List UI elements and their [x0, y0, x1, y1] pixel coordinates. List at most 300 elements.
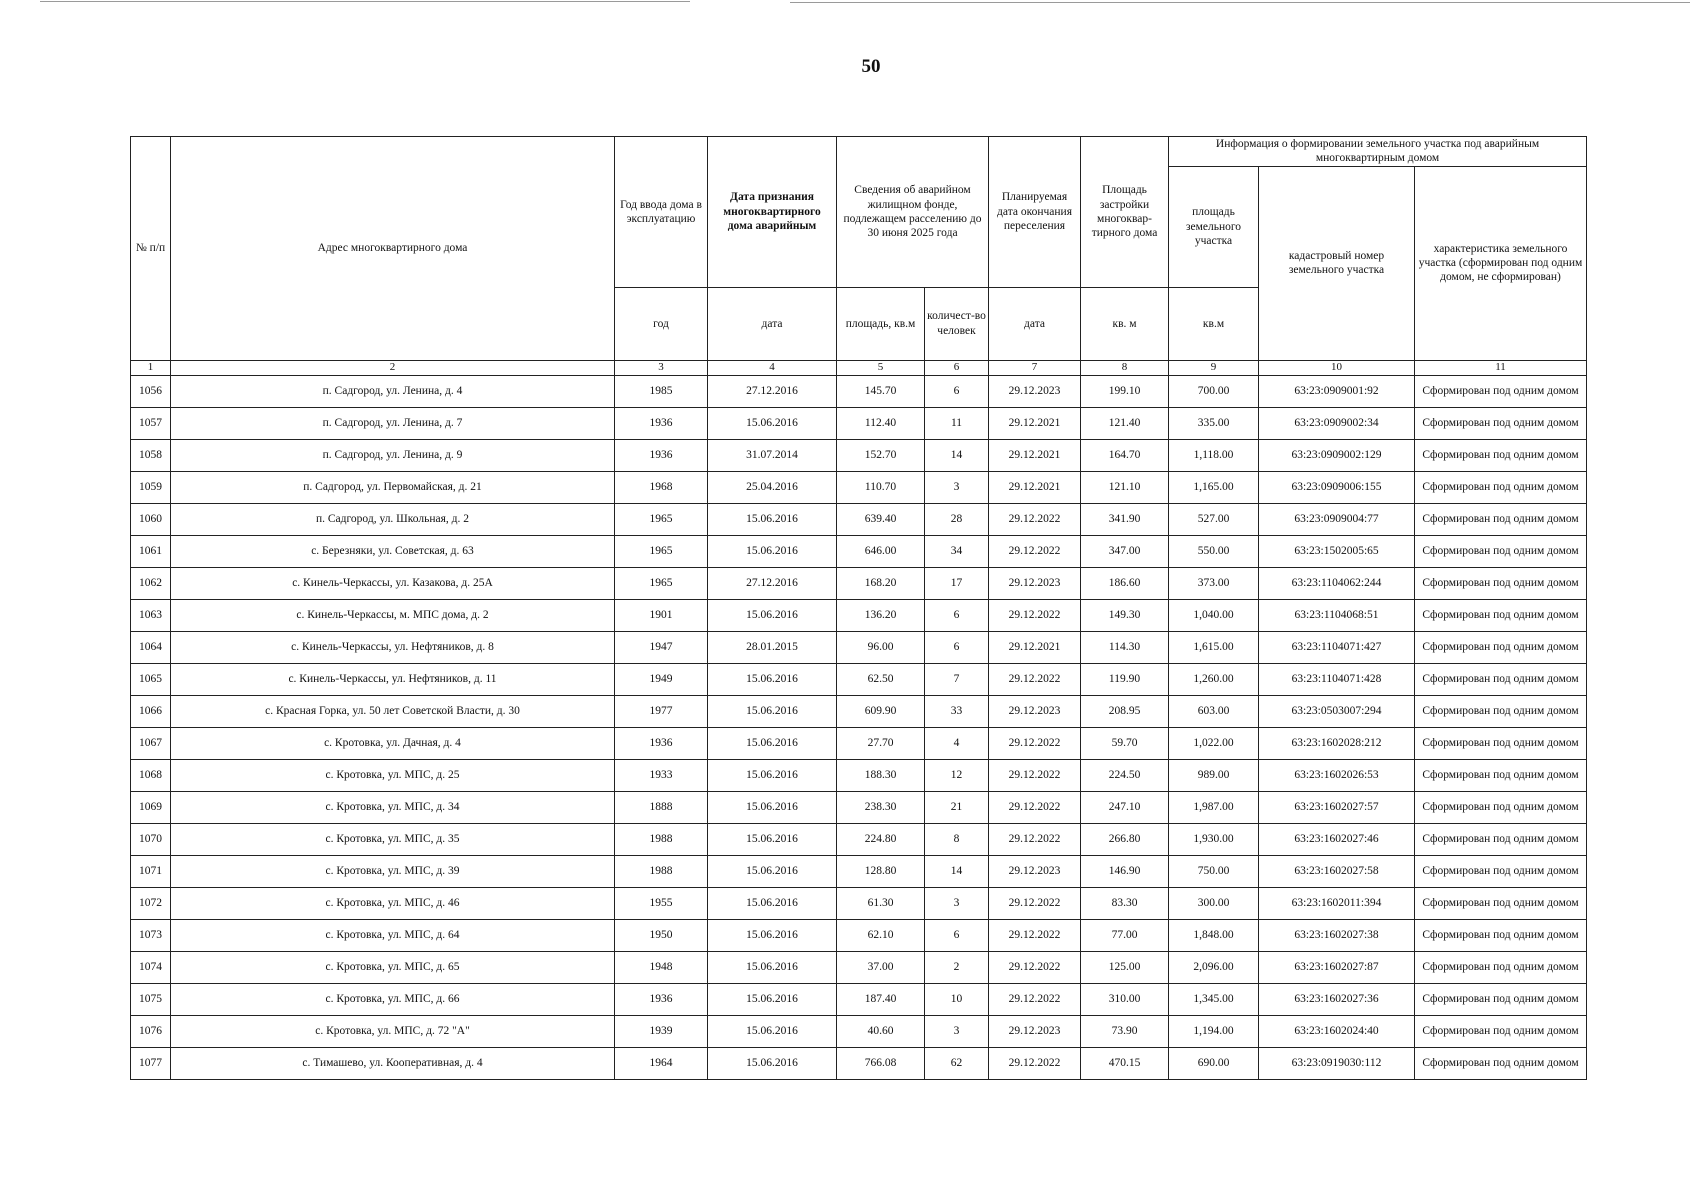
emergency-area-cell: 128.80	[837, 855, 925, 887]
cadastral-number-cell: 63:23:0503007:294	[1259, 695, 1415, 727]
people-count-cell: 14	[925, 855, 989, 887]
table-row	[131, 759, 1587, 791]
building-area-cell: 208.95	[1081, 695, 1169, 727]
year-built-cell: 1968	[615, 471, 708, 503]
people-count-cell: 2	[925, 951, 989, 983]
resettlement-date-cell: 29.12.2022	[989, 599, 1081, 631]
address-cell: п. Садгород, ул. Первомайская, д. 21	[171, 471, 615, 503]
resettlement-date-cell: 29.12.2021	[989, 439, 1081, 471]
people-count-cell: 14	[925, 439, 989, 471]
row-number: 1069	[131, 791, 171, 823]
unit-year: год	[615, 287, 708, 360]
cadastral-number-cell: 63:23:1602027:36	[1259, 983, 1415, 1015]
cadastral-number-cell: 63:23:1104068:51	[1259, 599, 1415, 631]
building-area-cell: 347.00	[1081, 535, 1169, 567]
table-row	[131, 1015, 1587, 1047]
land-area-cell: 1,260.00	[1169, 663, 1259, 695]
land-area-cell: 2,096.00	[1169, 951, 1259, 983]
land-area-cell: 750.00	[1169, 855, 1259, 887]
column-number: 6	[925, 360, 989, 375]
address-cell: с. Красная Горка, ул. 50 лет Советской Власти, д. 30	[171, 695, 615, 727]
resettlement-date-cell: 29.12.2022	[989, 791, 1081, 823]
people-count-cell: 21	[925, 791, 989, 823]
row-number: 1060	[131, 503, 171, 535]
resettlement-date-cell: 29.12.2021	[989, 631, 1081, 663]
land-area-cell: 690.00	[1169, 1047, 1259, 1079]
column-number: 5	[837, 360, 925, 375]
cadastral-number-cell: 63:23:0909004:77	[1259, 503, 1415, 535]
header-address: Адрес многоквартирного дома	[171, 137, 615, 361]
land-area-cell: 1,022.00	[1169, 727, 1259, 759]
table-row	[131, 375, 1587, 407]
recognition-date-cell: 15.06.2016	[708, 1015, 837, 1047]
recognition-date-cell: 15.06.2016	[708, 791, 837, 823]
land-status-cell: Сформирован под одним домом	[1415, 887, 1587, 919]
cadastral-number-cell: 63:23:0909002:34	[1259, 407, 1415, 439]
year-built-cell: 1936	[615, 407, 708, 439]
resettlement-date-cell: 29.12.2023	[989, 567, 1081, 599]
emergency-area-cell: 766.08	[837, 1047, 925, 1079]
row-number: 1066	[131, 695, 171, 727]
recognition-date-cell: 15.06.2016	[708, 727, 837, 759]
land-area-cell: 373.00	[1169, 567, 1259, 599]
cadastral-number-cell: 63:23:0909002:129	[1259, 439, 1415, 471]
row-number: 1070	[131, 823, 171, 855]
recognition-date-cell: 28.01.2015	[708, 631, 837, 663]
land-status-cell: Сформирован под одним домом	[1415, 1015, 1587, 1047]
table-row	[131, 663, 1587, 695]
cadastral-number-cell: 63:23:1602028:212	[1259, 727, 1415, 759]
recognition-date-cell: 15.06.2016	[708, 759, 837, 791]
address-cell: с. Кротовка, ул. МПС, д. 25	[171, 759, 615, 791]
land-status-cell: Сформирован под одним домом	[1415, 695, 1587, 727]
row-number: 1065	[131, 663, 171, 695]
building-area-cell: 114.30	[1081, 631, 1169, 663]
year-built-cell: 1948	[615, 951, 708, 983]
building-area-cell: 59.70	[1081, 727, 1169, 759]
year-built-cell: 1888	[615, 791, 708, 823]
emergency-area-cell: 145.70	[837, 375, 925, 407]
address-cell: с. Кротовка, ул. МПС, д. 64	[171, 919, 615, 951]
address-cell: с. Тимашево, ул. Кооперативная, д. 4	[171, 1047, 615, 1079]
year-built-cell: 1964	[615, 1047, 708, 1079]
address-cell: с. Кинель-Черкассы, ул. Нефтяников, д. 11	[171, 663, 615, 695]
year-built-cell: 1985	[615, 375, 708, 407]
resettlement-date-cell: 29.12.2022	[989, 759, 1081, 791]
year-built-cell: 1988	[615, 823, 708, 855]
people-count-cell: 4	[925, 727, 989, 759]
recognition-date-cell: 15.06.2016	[708, 983, 837, 1015]
building-area-cell: 341.90	[1081, 503, 1169, 535]
column-number: 11	[1415, 360, 1587, 375]
header-recognition-date: Дата признания многоквартирного дома аварийным	[708, 137, 837, 288]
recognition-date-cell: 27.12.2016	[708, 375, 837, 407]
address-cell: п. Садгород, ул. Ленина, д. 7	[171, 407, 615, 439]
year-built-cell: 1936	[615, 727, 708, 759]
column-number: 4	[708, 360, 837, 375]
land-status-cell: Сформирован под одним домом	[1415, 503, 1587, 535]
cadastral-number-cell: 63:23:0909006:155	[1259, 471, 1415, 503]
table-row	[131, 887, 1587, 919]
table-row	[131, 855, 1587, 887]
recognition-date-cell: 15.06.2016	[708, 503, 837, 535]
column-number: 7	[989, 360, 1081, 375]
recognition-date-cell: 15.06.2016	[708, 599, 837, 631]
land-status-cell: Сформирован под одним домом	[1415, 535, 1587, 567]
recognition-date-cell: 31.07.2014	[708, 439, 837, 471]
land-status-cell: Сформирован под одним домом	[1415, 663, 1587, 695]
table-row	[131, 535, 1587, 567]
row-number: 1077	[131, 1047, 171, 1079]
header-cadastral: кадастровый номер земельного участка	[1259, 166, 1415, 360]
people-count-cell: 28	[925, 503, 989, 535]
address-cell: с. Кротовка, ул. МПС, д. 39	[171, 855, 615, 887]
address-cell: с. Кинель-Черкассы, ул. Нефтяников, д. 8	[171, 631, 615, 663]
land-status-cell: Сформирован под одним домом	[1415, 439, 1587, 471]
emergency-area-cell: 188.30	[837, 759, 925, 791]
land-area-cell: 550.00	[1169, 535, 1259, 567]
row-number: 1063	[131, 599, 171, 631]
building-area-cell: 310.00	[1081, 983, 1169, 1015]
building-area-cell: 121.40	[1081, 407, 1169, 439]
address-cell: п. Садгород, ул. Школьная, д. 2	[171, 503, 615, 535]
resettlement-date-cell: 29.12.2022	[989, 983, 1081, 1015]
cadastral-number-cell: 63:23:1104062:244	[1259, 567, 1415, 599]
emergency-area-cell: 96.00	[837, 631, 925, 663]
table-body	[131, 375, 1587, 1079]
resettlement-date-cell: 29.12.2022	[989, 727, 1081, 759]
recognition-date-cell: 15.06.2016	[708, 1047, 837, 1079]
cadastral-number-cell: 63:23:1104071:428	[1259, 663, 1415, 695]
year-built-cell: 1950	[615, 919, 708, 951]
building-area-cell: 186.60	[1081, 567, 1169, 599]
address-cell: п. Садгород, ул. Ленина, д. 4	[171, 375, 615, 407]
people-count-cell: 33	[925, 695, 989, 727]
building-area-cell: 73.90	[1081, 1015, 1169, 1047]
emergency-area-cell: 40.60	[837, 1015, 925, 1047]
building-area-cell: 199.10	[1081, 375, 1169, 407]
land-area-cell: 1,615.00	[1169, 631, 1259, 663]
building-area-cell: 224.50	[1081, 759, 1169, 791]
address-cell: с. Кинель-Черкассы, м. МПС дома, д. 2	[171, 599, 615, 631]
cadastral-number-cell: 63:23:1602027:58	[1259, 855, 1415, 887]
header-resettlement-end: Планируемая дата окончания переселения	[989, 137, 1081, 288]
people-count-cell: 8	[925, 823, 989, 855]
emergency-area-cell: 112.40	[837, 407, 925, 439]
land-status-cell: Сформирован под одним домом	[1415, 759, 1587, 791]
recognition-date-cell: 25.04.2016	[708, 471, 837, 503]
cadastral-number-cell: 63:23:1602027:38	[1259, 919, 1415, 951]
resettlement-date-cell: 29.12.2022	[989, 887, 1081, 919]
address-cell: с. Кротовка, ул. МПС, д. 34	[171, 791, 615, 823]
emergency-area-cell: 37.00	[837, 951, 925, 983]
resettlement-date-cell: 29.12.2022	[989, 919, 1081, 951]
row-number: 1072	[131, 887, 171, 919]
people-count-cell: 6	[925, 599, 989, 631]
land-status-cell: Сформирован под одним домом	[1415, 983, 1587, 1015]
column-number: 2	[171, 360, 615, 375]
table-row	[131, 567, 1587, 599]
address-cell: с. Кинель-Черкассы, ул. Казакова, д. 25А	[171, 567, 615, 599]
emergency-area-cell: 646.00	[837, 535, 925, 567]
people-count-cell: 6	[925, 375, 989, 407]
emergency-area-cell: 61.30	[837, 887, 925, 919]
emergency-area-cell: 110.70	[837, 471, 925, 503]
unit-sqm2: кв.м	[1169, 287, 1259, 360]
land-area-cell: 1,118.00	[1169, 439, 1259, 471]
scan-edge-line-left	[40, 1, 690, 2]
resettlement-date-cell: 29.12.2022	[989, 503, 1081, 535]
resettlement-date-cell: 29.12.2022	[989, 1047, 1081, 1079]
land-status-cell: Сформирован под одним домом	[1415, 823, 1587, 855]
cadastral-number-cell: 63:23:1602027:46	[1259, 823, 1415, 855]
land-status-cell: Сформирован под одним домом	[1415, 407, 1587, 439]
land-status-cell: Сформирован под одним домом	[1415, 951, 1587, 983]
unit-area: площадь, кв.м	[837, 287, 925, 360]
land-area-cell: 1,987.00	[1169, 791, 1259, 823]
land-status-cell: Сформирован под одним домом	[1415, 727, 1587, 759]
emergency-area-cell: 62.50	[837, 663, 925, 695]
registry-table-wrapper	[130, 136, 1587, 1080]
emergency-area-cell: 152.70	[837, 439, 925, 471]
people-count-cell: 62	[925, 1047, 989, 1079]
table-row	[131, 631, 1587, 663]
address-cell: с. Кротовка, ул. МПС, д. 72 "А"	[171, 1015, 615, 1047]
cadastral-number-cell: 63:23:1602024:40	[1259, 1015, 1415, 1047]
year-built-cell: 1933	[615, 759, 708, 791]
land-area-cell: 700.00	[1169, 375, 1259, 407]
table-row	[131, 503, 1587, 535]
header-year-built: Год ввода дома в эксплуатацию	[615, 137, 708, 288]
land-status-cell: Сформирован под одним домом	[1415, 919, 1587, 951]
cadastral-number-cell: 63:23:1602011:394	[1259, 887, 1415, 919]
recognition-date-cell: 15.06.2016	[708, 407, 837, 439]
resettlement-date-cell: 29.12.2022	[989, 823, 1081, 855]
year-built-cell: 1955	[615, 887, 708, 919]
row-number: 1056	[131, 375, 171, 407]
land-area-cell: 335.00	[1169, 407, 1259, 439]
recognition-date-cell: 27.12.2016	[708, 567, 837, 599]
row-number: 1073	[131, 919, 171, 951]
address-cell: с. Кротовка, ул. Дачная, д. 4	[171, 727, 615, 759]
recognition-date-cell: 15.06.2016	[708, 823, 837, 855]
land-area-cell: 1,848.00	[1169, 919, 1259, 951]
year-built-cell: 1949	[615, 663, 708, 695]
resettlement-date-cell: 29.12.2022	[989, 535, 1081, 567]
people-count-cell: 3	[925, 887, 989, 919]
row-number: 1075	[131, 983, 171, 1015]
table-row	[131, 695, 1587, 727]
land-status-cell: Сформирован под одним домом	[1415, 375, 1587, 407]
land-area-cell: 1,930.00	[1169, 823, 1259, 855]
cadastral-number-cell: 63:23:0909001:92	[1259, 375, 1415, 407]
address-cell: п. Садгород, ул. Ленина, д. 9	[171, 439, 615, 471]
unit-people: количест-во человек	[925, 287, 989, 360]
resettlement-date-cell: 29.12.2022	[989, 663, 1081, 695]
column-number: 1	[131, 360, 171, 375]
land-status-cell: Сформирован под одним домом	[1415, 1047, 1587, 1079]
year-built-cell: 1939	[615, 1015, 708, 1047]
people-count-cell: 11	[925, 407, 989, 439]
recognition-date-cell: 15.06.2016	[708, 535, 837, 567]
resettlement-date-cell: 29.12.2022	[989, 951, 1081, 983]
row-number: 1057	[131, 407, 171, 439]
cadastral-number-cell: 63:23:0919030:112	[1259, 1047, 1415, 1079]
row-number: 1061	[131, 535, 171, 567]
emergency-area-cell: 639.40	[837, 503, 925, 535]
year-built-cell: 1901	[615, 599, 708, 631]
row-number: 1071	[131, 855, 171, 887]
table-row	[131, 599, 1587, 631]
recognition-date-cell: 15.06.2016	[708, 951, 837, 983]
land-status-cell: Сформирован под одним домом	[1415, 567, 1587, 599]
year-built-cell: 1977	[615, 695, 708, 727]
land-area-cell: 1,040.00	[1169, 599, 1259, 631]
table-row	[131, 823, 1587, 855]
building-area-cell: 125.00	[1081, 951, 1169, 983]
building-area-cell: 83.30	[1081, 887, 1169, 919]
cadastral-number-cell: 63:23:1104071:427	[1259, 631, 1415, 663]
scan-edge-line-right	[790, 2, 1690, 3]
emergency-area-cell: 238.30	[837, 791, 925, 823]
land-area-cell: 1,345.00	[1169, 983, 1259, 1015]
table-row	[131, 1047, 1587, 1079]
unit-date2: дата	[989, 287, 1081, 360]
people-count-cell: 7	[925, 663, 989, 695]
emergency-area-cell: 27.70	[837, 727, 925, 759]
address-cell: с. Кротовка, ул. МПС, д. 66	[171, 983, 615, 1015]
header-emergency-info: Сведения об аварийном жилищном фонде, подлежащем расселению до 30 июня 2025 года	[837, 137, 989, 288]
cadastral-number-cell: 63:23:1502005:65	[1259, 535, 1415, 567]
emergency-area-cell: 187.40	[837, 983, 925, 1015]
resettlement-date-cell: 29.12.2023	[989, 375, 1081, 407]
people-count-cell: 34	[925, 535, 989, 567]
row-number: 1059	[131, 471, 171, 503]
people-count-cell: 12	[925, 759, 989, 791]
land-status-cell: Сформирован под одним домом	[1415, 599, 1587, 631]
header-land-info: Информация о формировании земельного участка под аварийным многоквартирным домом	[1169, 137, 1587, 167]
land-area-cell: 989.00	[1169, 759, 1259, 791]
emergency-housing-table	[130, 136, 1587, 1080]
column-number: 10	[1259, 360, 1415, 375]
table-row	[131, 983, 1587, 1015]
column-number: 3	[615, 360, 708, 375]
land-status-cell: Сформирован под одним домом	[1415, 791, 1587, 823]
year-built-cell: 1965	[615, 567, 708, 599]
emergency-area-cell: 62.10	[837, 919, 925, 951]
row-number: 1058	[131, 439, 171, 471]
year-built-cell: 1965	[615, 535, 708, 567]
cadastral-number-cell: 63:23:1602027:57	[1259, 791, 1415, 823]
land-area-cell: 300.00	[1169, 887, 1259, 919]
building-area-cell: 266.80	[1081, 823, 1169, 855]
row-number: 1067	[131, 727, 171, 759]
cadastral-number-cell: 63:23:1602026:53	[1259, 759, 1415, 791]
year-built-cell: 1988	[615, 855, 708, 887]
year-built-cell: 1965	[615, 503, 708, 535]
resettlement-date-cell: 29.12.2023	[989, 695, 1081, 727]
cadastral-number-cell: 63:23:1602027:87	[1259, 951, 1415, 983]
building-area-cell: 164.70	[1081, 439, 1169, 471]
land-area-cell: 1,194.00	[1169, 1015, 1259, 1047]
column-number: 8	[1081, 360, 1169, 375]
building-area-cell: 247.10	[1081, 791, 1169, 823]
table-row	[131, 727, 1587, 759]
emergency-area-cell: 609.90	[837, 695, 925, 727]
resettlement-date-cell: 29.12.2023	[989, 1015, 1081, 1047]
recognition-date-cell: 15.06.2016	[708, 855, 837, 887]
land-area-cell: 603.00	[1169, 695, 1259, 727]
building-area-cell: 146.90	[1081, 855, 1169, 887]
table-row	[131, 471, 1587, 503]
land-area-cell: 1,165.00	[1169, 471, 1259, 503]
row-number: 1068	[131, 759, 171, 791]
emergency-area-cell: 168.20	[837, 567, 925, 599]
land-status-cell: Сформирован под одним домом	[1415, 631, 1587, 663]
address-cell: с. Кротовка, ул. МПС, д. 65	[171, 951, 615, 983]
header-land-char: характеристика земельного участка (сформирован под одним домом, не сформирован)	[1415, 166, 1587, 360]
recognition-date-cell: 15.06.2016	[708, 887, 837, 919]
table-row	[131, 791, 1587, 823]
building-area-cell: 121.10	[1081, 471, 1169, 503]
row-number: 1064	[131, 631, 171, 663]
page-number: 50	[861, 56, 881, 77]
people-count-cell: 6	[925, 631, 989, 663]
table-row	[131, 919, 1587, 951]
building-area-cell: 119.90	[1081, 663, 1169, 695]
unit-sqm: кв. м	[1081, 287, 1169, 360]
building-area-cell: 77.00	[1081, 919, 1169, 951]
address-cell: с. Кротовка, ул. МПС, д. 35	[171, 823, 615, 855]
resettlement-date-cell: 29.12.2021	[989, 471, 1081, 503]
row-number: 1062	[131, 567, 171, 599]
people-count-cell: 6	[925, 919, 989, 951]
header-land-area: площадь земельного участка	[1169, 166, 1259, 287]
people-count-cell: 17	[925, 567, 989, 599]
emergency-area-cell: 136.20	[837, 599, 925, 631]
year-built-cell: 1936	[615, 439, 708, 471]
building-area-cell: 149.30	[1081, 599, 1169, 631]
recognition-date-cell: 15.06.2016	[708, 663, 837, 695]
land-status-cell: Сформирован под одним домом	[1415, 855, 1587, 887]
table-row	[131, 407, 1587, 439]
address-cell: с. Кротовка, ул. МПС, д. 46	[171, 887, 615, 919]
year-built-cell: 1947	[615, 631, 708, 663]
header-building-area: Площадь застройки многоквар-тирного дома	[1081, 137, 1169, 288]
column-number: 9	[1169, 360, 1259, 375]
header-num: № п/п	[131, 137, 171, 361]
people-count-cell: 3	[925, 471, 989, 503]
unit-date: дата	[708, 287, 837, 360]
row-number: 1074	[131, 951, 171, 983]
building-area-cell: 470.15	[1081, 1047, 1169, 1079]
recognition-date-cell: 15.06.2016	[708, 695, 837, 727]
resettlement-date-cell: 29.12.2021	[989, 407, 1081, 439]
table-row	[131, 951, 1587, 983]
row-number: 1076	[131, 1015, 171, 1047]
land-status-cell: Сформирован под одним домом	[1415, 471, 1587, 503]
recognition-date-cell: 15.06.2016	[708, 919, 837, 951]
emergency-area-cell: 224.80	[837, 823, 925, 855]
column-numbers-row	[131, 360, 1587, 375]
people-count-cell: 10	[925, 983, 989, 1015]
address-cell: с. Березняки, ул. Советская, д. 63	[171, 535, 615, 567]
people-count-cell: 3	[925, 1015, 989, 1047]
year-built-cell: 1936	[615, 983, 708, 1015]
resettlement-date-cell: 29.12.2023	[989, 855, 1081, 887]
land-area-cell: 527.00	[1169, 503, 1259, 535]
table-row	[131, 439, 1587, 471]
